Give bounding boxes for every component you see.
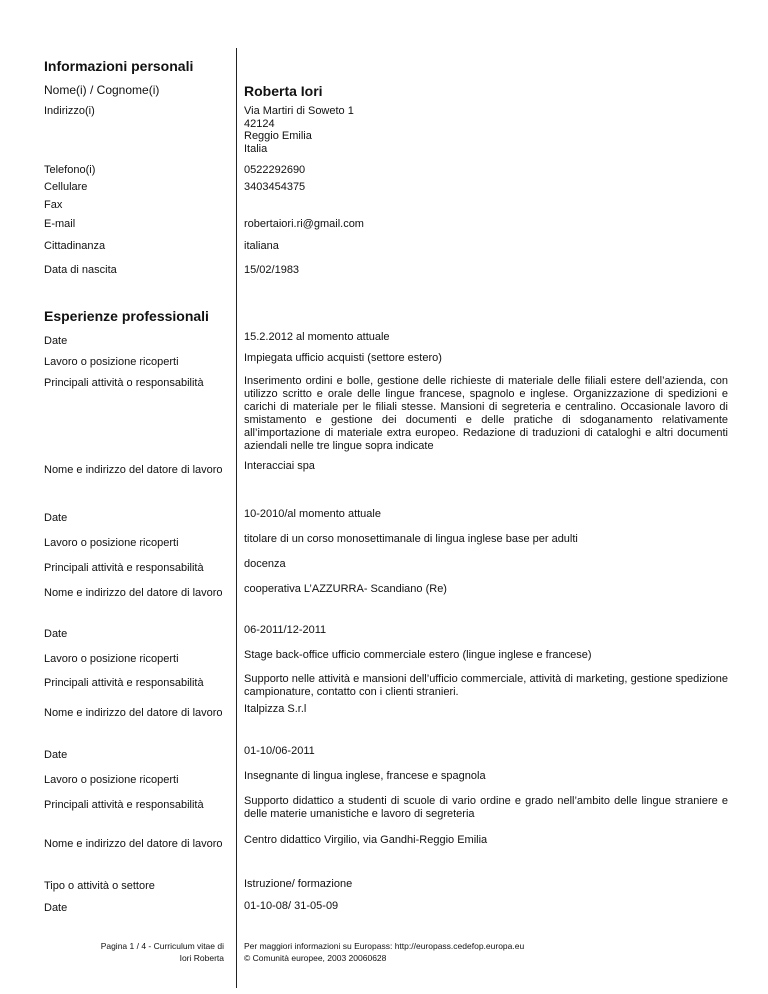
- job-sector-value: Istruzione/ formazione: [244, 878, 353, 890]
- job-position-value: titolare di un corso monosettimanale di lingua inglese base per adulti: [244, 533, 578, 545]
- phone-value: 0522292690: [244, 164, 306, 176]
- job-position-value: Stage back-office ufficio commerciale estero (lingue inglese e francese): [244, 649, 592, 661]
- mobile-label: Cellulare: [44, 181, 88, 193]
- footer-europass-link: Per maggiori informazioni su Europass: http://europass.cedefop.europa.eu: [244, 941, 525, 951]
- citizenship-label: Cittadinanza: [44, 240, 106, 252]
- footer-author-line: Iori Roberta: [179, 953, 224, 963]
- job-position-label: Lavoro o posizione ricoperti: [44, 774, 179, 786]
- job-activities-label: Principali attività o responsabilità: [44, 377, 204, 389]
- job-date-label: Date: [44, 749, 68, 761]
- address-line: 42124: [244, 117, 275, 130]
- job-date-label: Date: [44, 335, 68, 347]
- mobile-value: 3403454375: [244, 181, 306, 193]
- column-divider: [236, 48, 237, 988]
- address-label: Indirizzo(i): [44, 105, 95, 117]
- job-position-label: Lavoro o posizione ricoperti: [44, 653, 179, 665]
- job-employer-value: Centro didattico Virgilio, via Gandhi-Reggio Emilia: [244, 834, 488, 846]
- job-date-value: 10-2010/al momento attuale: [244, 508, 381, 520]
- birthdate-value: 15/02/1983: [244, 264, 300, 276]
- section-title-experience: Esperienze professionali: [44, 308, 209, 324]
- footer-page-line: Pagina 1 / 4 - Curriculum vitae di: [100, 941, 224, 951]
- full-name: Roberta Iori: [244, 83, 323, 99]
- job-employer-label: Nome e indirizzo del datore di lavoro: [44, 587, 223, 599]
- job-activities-label: Principali attività e responsabilità: [44, 562, 204, 574]
- job-employer-label: Nome e indirizzo del datore di lavoro: [44, 707, 223, 719]
- name-label: Nome(i) / Cognome(i): [44, 83, 160, 97]
- job-sector-label: Tipo o attività o settore: [44, 880, 155, 892]
- job-employer-label: Nome e indirizzo del datore di lavoro: [44, 838, 223, 850]
- footer-page-info: [34, 940, 224, 964]
- citizenship-value: italiana: [244, 240, 279, 252]
- section-title-personal: Informazioni personali: [44, 58, 194, 74]
- email-value: robertaiori.ri@gmail.com: [244, 218, 364, 230]
- job-activities-value: docenza: [244, 558, 286, 570]
- address-line: Italia: [244, 142, 268, 155]
- job-date-value: 01-10-08/ 31-05-09: [244, 900, 339, 912]
- job-activities-value: Supporto nelle attività e mansioni dell’ufficio commerciale, attività di marketing, gestione spedizione campionature, contatto con i clienti stranieri.: [244, 673, 728, 698]
- address-line: Reggio Emilia: [244, 130, 312, 142]
- job-date-value: 01-10/06-2011: [244, 745, 315, 757]
- job-activities-label: Principali attività e responsabilità: [44, 799, 204, 811]
- phone-label: Telefono(i): [44, 164, 96, 176]
- address-value: [244, 105, 728, 155]
- fax-label: Fax: [44, 199, 63, 211]
- job-employer-label: Nome e indirizzo del datore di lavoro: [44, 464, 223, 476]
- footer-europass-info: [244, 940, 524, 964]
- footer-copyright: © Comunità europee, 2003 20060628: [244, 953, 387, 963]
- job-activities-label: Principali attività e responsabilità: [44, 677, 204, 689]
- email-label: E-mail: [44, 218, 76, 230]
- birthdate-label: Data di nascita: [44, 264, 117, 276]
- job-employer-value: cooperativa L’AZZURRA- Scandiano (Re): [244, 583, 447, 595]
- job-activities-value: Inserimento ordini e bolle, gestione delle richieste di materiale delle filiali estere dell’azienda, con utilizzo scritto e orale delle lingue francese, spagnolo e inglese. Organizzazione di spedizioni e carichi di materiale per le filiali stesse. Mansioni di segreteria e centralino. Occasionale lavoro di smistamento e gestione dei documenti e delle pratiche di sdoganamento relativamente all’importazione di materiale extra europeo. Redazione di traduzioni di cataloghi e altri documenti aziendali nelle tre lingue sopra indicate: [244, 375, 728, 452]
- job-date-value: 15.2.2012 al momento attuale: [244, 331, 390, 343]
- address-line: Via Martiri di Soweto 1: [244, 105, 354, 117]
- job-date-label: Date: [44, 628, 68, 640]
- job-employer-value: Italpizza S.r.l: [244, 703, 307, 715]
- job-date-label: Date: [44, 512, 68, 524]
- job-position-label: Lavoro o posizione ricoperti: [44, 537, 179, 549]
- job-position-value: Insegnante di lingua inglese, francese e spagnola: [244, 770, 486, 782]
- job-date-value: 06-2011/12-2011: [244, 624, 327, 636]
- job-position-label: Lavoro o posizione ricoperti: [44, 356, 179, 368]
- job-position-value: Impiegata ufficio acquisti (settore estero): [244, 352, 442, 364]
- job-activities-value: Supporto didattico a studenti di scuole di vario ordine e grado nell’ambito delle lingue straniere e delle materie umanistiche e lavoro di segreteria: [244, 795, 728, 820]
- job-date-label: Date: [44, 902, 68, 914]
- job-employer-value: Interacciai spa: [244, 460, 315, 472]
